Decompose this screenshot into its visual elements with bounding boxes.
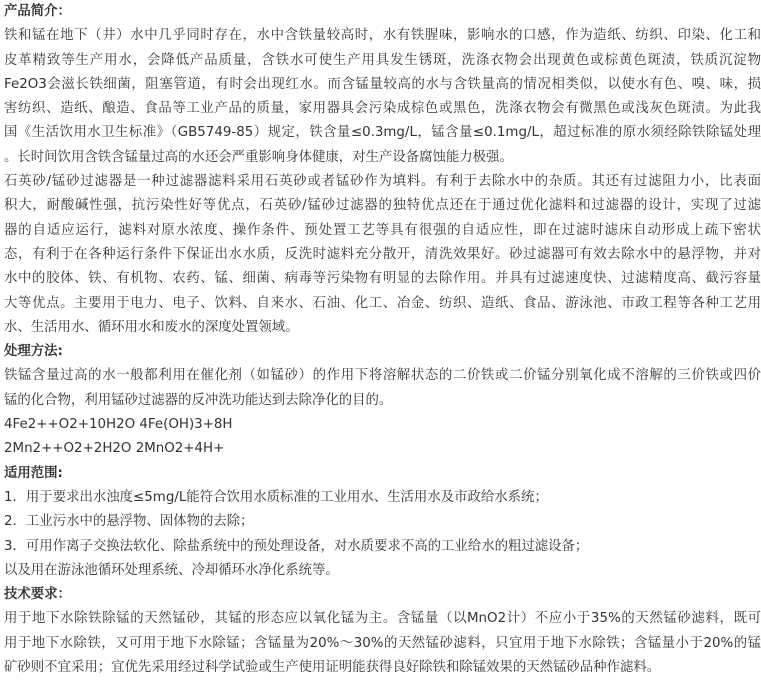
paragraph-line: 用于地下水除铁，又可用于地下水除锰；含锰量为20%～30%的天然锰砂滤料，只宜用于地下水除铁；含锰量小于20%的锰 bbox=[4, 635, 761, 651]
paragraph-line: 铁和锰在地下（井）水中几乎同时存在，水中含铁量较高时，水有铁腥味，影响水的口感，作为造纸、纺织、印染、化工和 bbox=[4, 28, 761, 44]
section-heading: 产品简介： bbox=[4, 4, 71, 19]
paragraph-line: 3．可用作离子交换法软化、除盐系统中的预处理设备，对水质要求不高的工业给水的粗过滤设备； bbox=[4, 538, 589, 554]
section-heading: 适用范围: bbox=[4, 465, 63, 481]
paragraph-line: 以及用在游泳池循环处理系统、冷却循环水净化系统等。 bbox=[4, 562, 339, 578]
section-heading: 技术要求： bbox=[4, 587, 71, 603]
paragraph-line: 皮革精致等生产用水，会降低产品质量，含铁水可使生产用具发生锈斑，洗涤衣物会出现黄色或棕黄色斑渍，铁质沉淀物 bbox=[4, 52, 761, 68]
paragraph-line: 。长时间饮用含铁含锰量过高的水还会严重影响身体健康，对生产设备腐蚀能力极强。 bbox=[4, 149, 513, 165]
article-body bbox=[4, 0, 761, 680]
paragraph-line: 大等优点。主要用于电力、电子、饮料、自来水、石油、化工、冶金、纺织、造纸、食品、游泳池、市政工程等各种工艺用 bbox=[4, 295, 761, 311]
paragraph-line: 国《生活饮用水卫生标准》（GB5749-85）规定，铁含量≤0.3mg/L，锰含量≤0.1mg/L，超过标准的原水须经除铁除锰处理 bbox=[4, 125, 761, 141]
paragraph-line: 积大，耐酸碱性强，抗污染性好等优点，石英砂/锰砂过滤器的独特优点还在于通过优化滤料和过滤器的设计，实现了过滤 bbox=[4, 198, 761, 214]
paragraph-line: 矿砂则不宜采用；宜优先采用经过科学试验或生产使用证明能获得良好除铁和除锰效果的天然锰砂品种作滤料。 bbox=[4, 660, 661, 676]
paragraph-line: 害纺织、造纸、酿造、食品等工业产品的质量，家用器具会污染成棕色或黑色，洗涤衣物会有微黑色或浅灰色斑渍。为此我 bbox=[4, 101, 761, 117]
paragraph-line: 锰的化合物，利用锰砂过滤器的反冲洗功能达到去除净化的目的。 bbox=[4, 392, 393, 408]
paragraph-line: 态，有利于在各种运行条件下保证出水水质，反洗时滤料充分散开，清洗效果好。砂过滤器可有效去除水中的悬浮物，并对 bbox=[4, 246, 761, 262]
paragraph-line: 水、生活用水、循环用水和废水的深度处置领域。 bbox=[4, 319, 299, 335]
paragraph-line: Fe2O3会滋长铁细菌，阻塞管道，有时会出现红水。而含锰量较高的水与含铁量高的情况相类似，以使水有色、嗅、味，损 bbox=[4, 76, 761, 92]
section-heading: 处理方法: bbox=[4, 344, 63, 360]
paragraph-line: 4Fe2++O2+10H2O 4Fe(OH)3+8H bbox=[4, 417, 233, 433]
paragraph-line: 1．用于要求出水浊度≤5mg/L能符合饮用水质标准的工业用水、生活用水及市政给水系统； bbox=[4, 489, 548, 505]
paragraph-line: 铁锰含量过高的水一般都利用在催化剂（如锰砂）的作用下将溶解状态的二价铁或二价锰分别氧化成不溶解的三价铁或四价 bbox=[4, 368, 761, 384]
paragraph-line: 2Mn2++O2+2H2O 2MnO2+4H+ bbox=[4, 441, 225, 457]
paragraph-line: 石英砂/锰砂过滤器是一种过滤器滤料采用石英砂或者锰砂作为填料。有利于去除水中的杂质。其还有过滤阻力小，比表面 bbox=[4, 174, 761, 190]
paragraph-line: 2．工业污水中的悬浮物、固体物的去除； bbox=[4, 514, 254, 530]
paragraph-line: 水中的胶体、铁、有机物、农药、锰、细菌、病毒等污染物有明显的去除作用。并具有过滤速度快、过滤精度高、截污容量 bbox=[4, 271, 761, 287]
paragraph-line: 用于地下水除铁除锰的天然锰砂，其锰的形态应以氧化锰为主。含锰量（以MnO2计）不应小于35%的天然锰砂滤料，既可 bbox=[4, 611, 761, 627]
paragraph-line: 器的自适应运行，滤料对原水浓度、操作条件、预处置工艺等具有很强的自适应性，即在过滤时滤床自动形成上疏下密状 bbox=[4, 222, 761, 238]
